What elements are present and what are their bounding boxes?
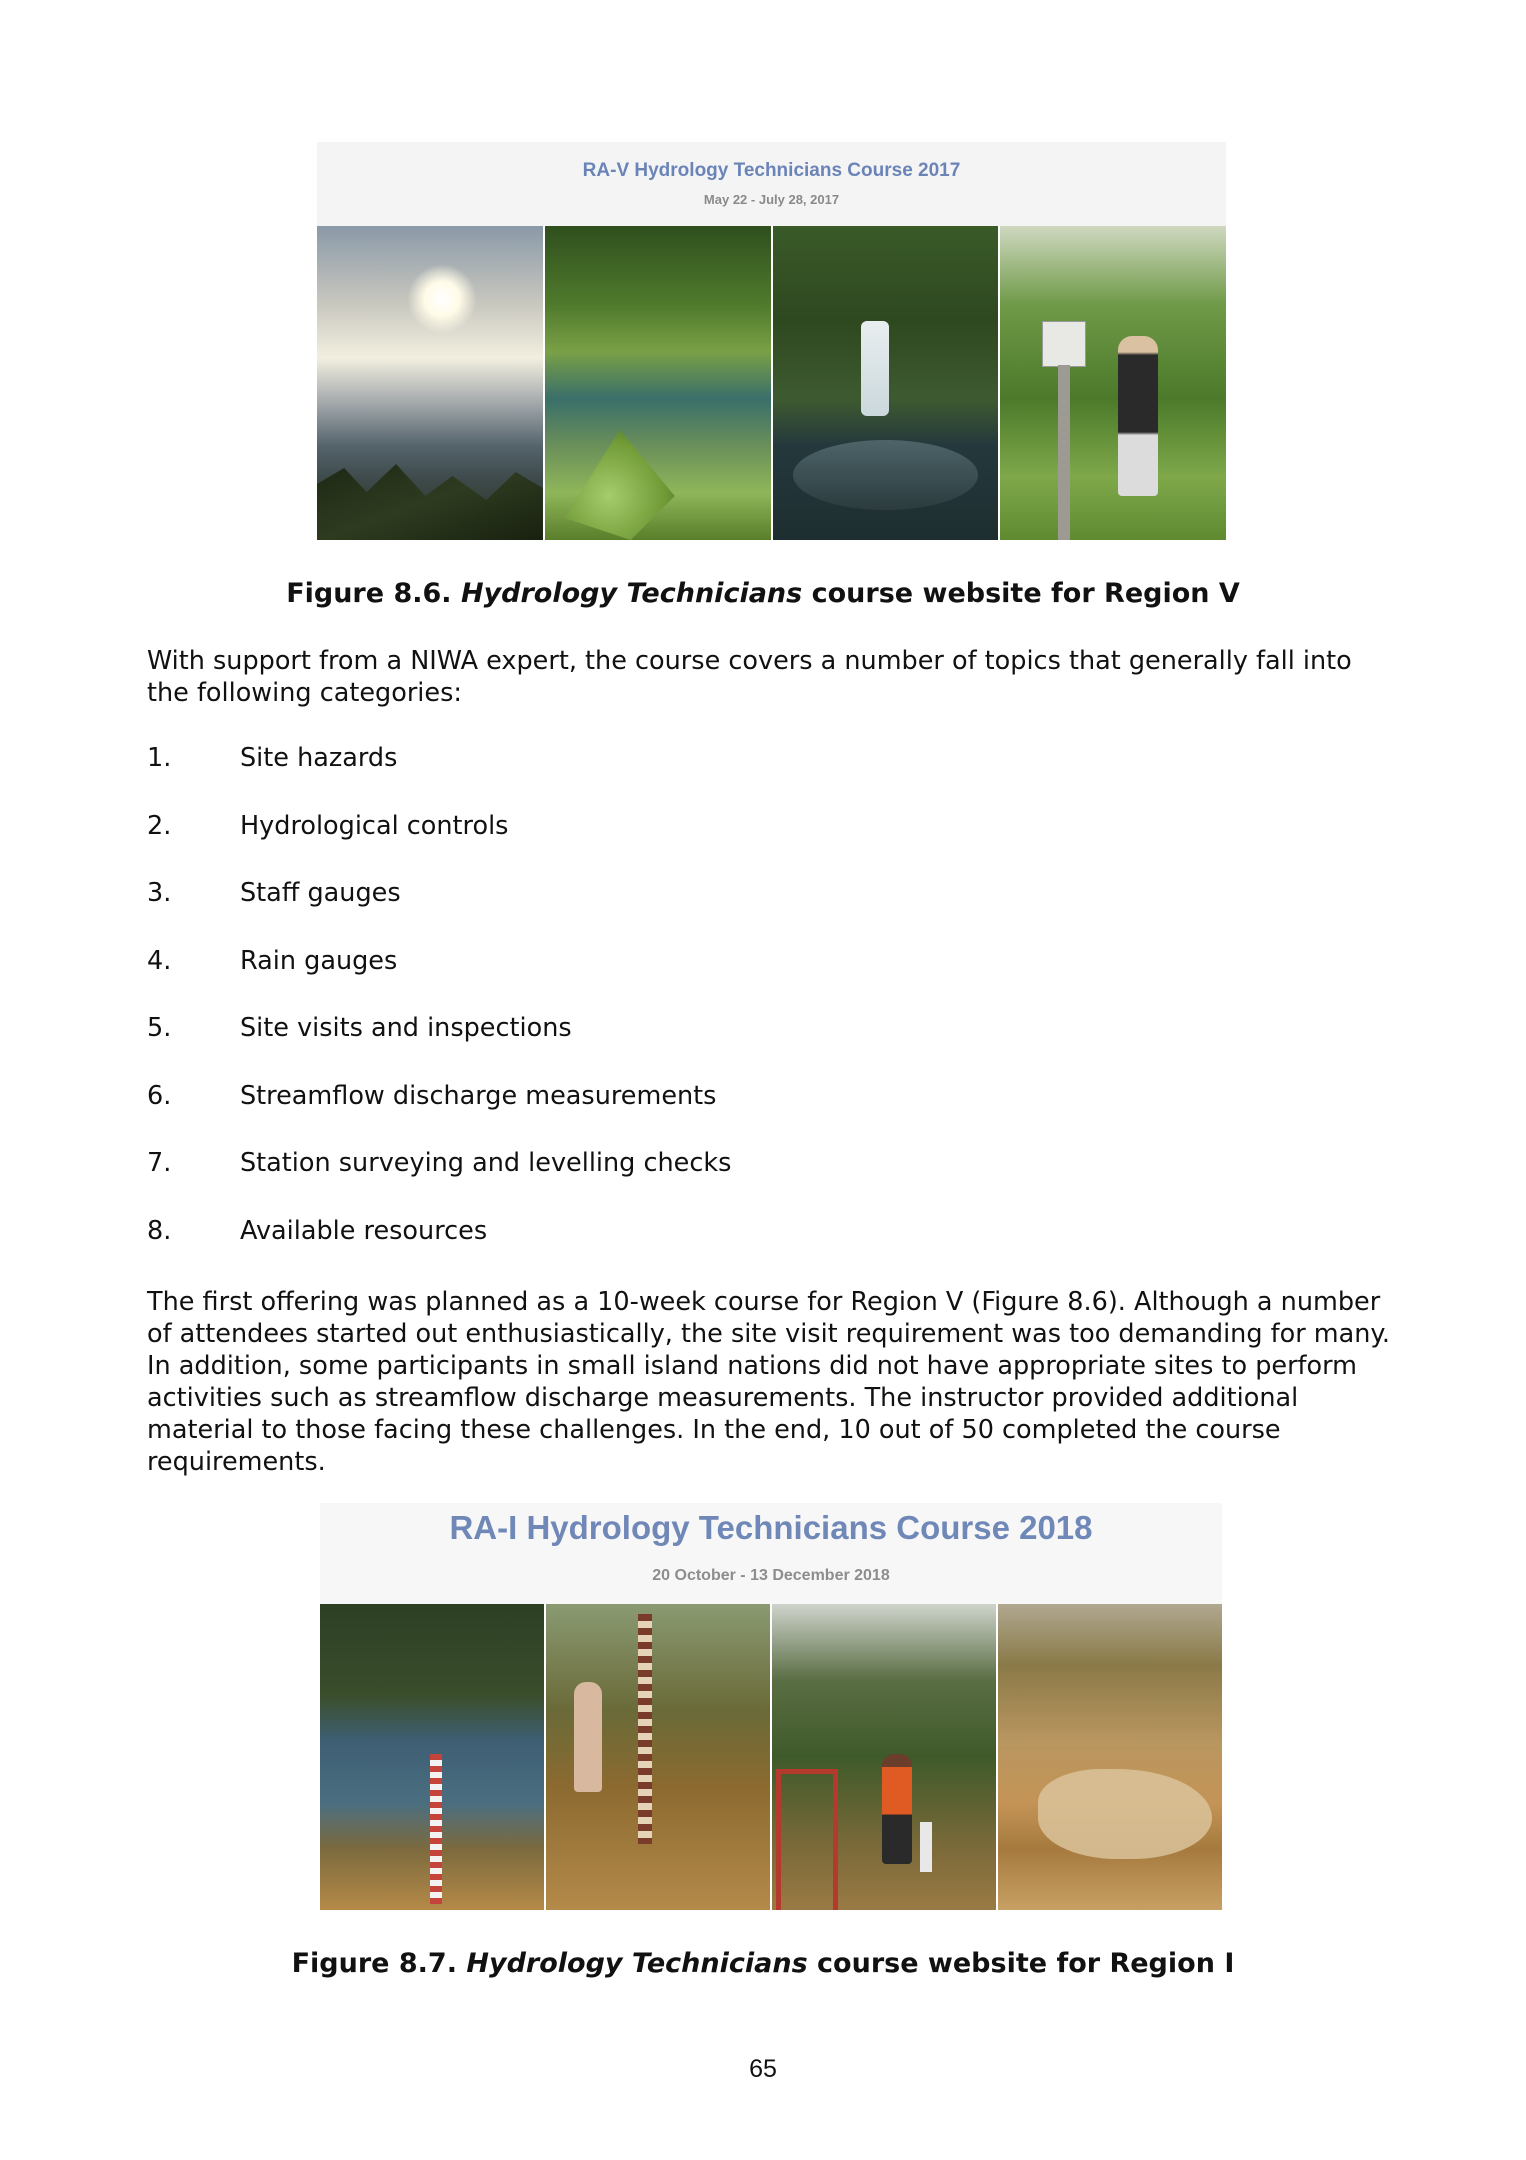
list-item <box>147 945 731 1013</box>
list-item <box>147 1080 731 1148</box>
closing-paragraph: The first offering was planned as a 10-week course for Region V (Figure 8.6). Although a number of attendees started out enthusiastically, the site visit requirement was too demanding for many. In addition, some participants in small island nations did not have appropriate sites to perform activities such as streamflow discharge measurements. The instructor provided additional material to those facing these challenges. In the end, 10 out of 50 completed the course requirements. <box>147 1287 1390 1477</box>
list-item-number: 8. <box>147 1215 172 1246</box>
figure-8-7-banner-image <box>320 1503 1222 1910</box>
figure-8-7-caption <box>0 1948 1526 1979</box>
list-item-label: Rain gauges <box>240 945 398 976</box>
photo-lake-gauge <box>320 1604 544 1910</box>
list-item-label: Available resources <box>240 1215 488 1246</box>
list-item-number: 7. <box>147 1148 172 1178</box>
intro-paragraph: With support from a NIWA expert, the course covers a number of topics that generally fall into the following categories: <box>147 646 1352 708</box>
list-item <box>147 1215 731 1283</box>
list-item-label: Site hazards <box>240 743 398 773</box>
list-item-label: Streamflow discharge measurements <box>240 1080 717 1111</box>
list-item <box>147 742 731 810</box>
list-item-label: Staff gauges <box>240 878 401 908</box>
banner-title: RA-V Hydrology Technicians Course 2017 <box>582 160 961 181</box>
list-item-label: Site visits and inspections <box>240 1013 572 1043</box>
list-item-number: 2. <box>147 810 172 841</box>
banner-title: RA-I Hydrology Technicians Course 2018 <box>449 1509 1093 1546</box>
list-item-number: 5. <box>147 1013 172 1043</box>
list-item-number: 4. <box>147 945 172 976</box>
caption-prefix: Figure 8.7. <box>291 1948 457 1979</box>
topic-list <box>147 742 731 1282</box>
photo-hillside-staff-gauge <box>544 1604 770 1910</box>
photo-river-forest <box>543 226 771 540</box>
photo-technician-rain-gauge <box>998 226 1226 540</box>
photo-forest-technician <box>770 1604 996 1910</box>
banner-dates: 20 October - 13 December 2018 <box>652 1567 890 1584</box>
caption-suffix: course website for Region V <box>811 578 1240 609</box>
list-item <box>147 1012 731 1080</box>
banner-dates: May 22 - July 28, 2017 <box>703 192 840 207</box>
caption-prefix: Figure 8.6. <box>286 578 452 609</box>
photo-strip <box>317 226 1226 540</box>
photo-strip <box>320 1604 1222 1910</box>
list-item-label: Station surveying and levelling checks <box>240 1148 732 1178</box>
caption-suffix: course website for Region I <box>817 1948 1235 1979</box>
list-item-number: 6. <box>147 1080 172 1111</box>
photo-sandy-river <box>996 1604 1222 1910</box>
caption-italic: Hydrology Technicians <box>466 1948 808 1979</box>
photo-waterfall <box>771 226 999 540</box>
list-item-number: 3. <box>147 878 172 908</box>
figure-8-6-banner-image <box>317 142 1226 540</box>
list-item-number: 1. <box>147 743 172 773</box>
list-item <box>147 1147 731 1215</box>
page-number: 65 <box>749 2055 777 2083</box>
photo-coastal-sunset <box>317 226 543 540</box>
figure-8-6-caption <box>0 578 1526 609</box>
list-item-label: Hydrological controls <box>240 810 509 841</box>
caption-italic: Hydrology Technicians <box>460 578 803 609</box>
list-item <box>147 877 731 945</box>
list-item <box>147 810 731 878</box>
